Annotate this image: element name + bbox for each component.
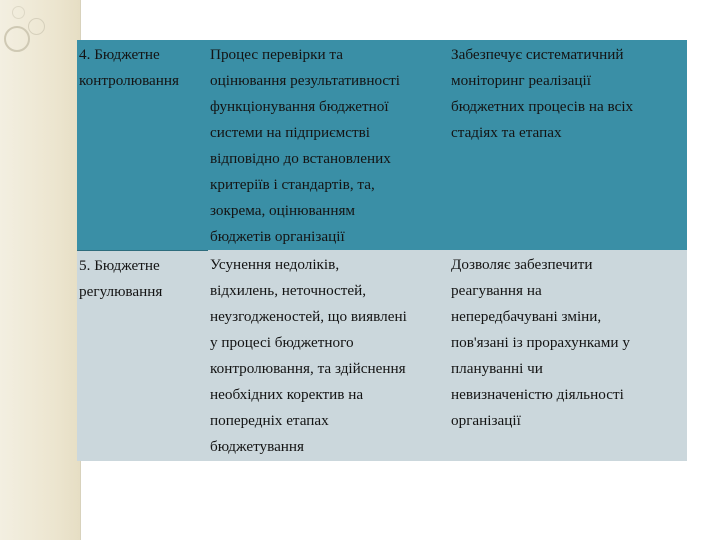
stage-line: регулювання (79, 282, 163, 300)
decorative-ring-icon (28, 18, 45, 35)
essence-line: критеріїв і стандартів, та, (210, 176, 375, 193)
essence-line: у процесі бюджетного (210, 334, 354, 351)
purpose-line: плануванні чи (451, 360, 543, 377)
essence-line: Усунення недоліків, (210, 256, 340, 273)
essence-line: оцінювання результативності (210, 72, 401, 89)
decorative-ring-icon (4, 26, 30, 52)
decorative-side-band (0, 0, 80, 540)
essence-line: попередніх етапах (210, 412, 329, 429)
purpose-line: невизначеністю діяльності (451, 386, 624, 403)
stage-line: 5. Бюджетне (79, 256, 160, 274)
essence-line: контролювання, та здійснення (210, 360, 406, 377)
table-row (77, 40, 687, 250)
essence-line: зокрема, оцінюванням (210, 202, 356, 219)
purpose-line: Дозволяє забезпечити (451, 256, 593, 273)
essence-line: відхилень, неточностей, (210, 282, 367, 299)
purpose-line: Забезпечує систематичний (451, 46, 624, 63)
purpose-line: непередбачувані зміни, (451, 308, 602, 325)
table-row (77, 250, 687, 461)
stage-cell (77, 250, 208, 461)
stage-line: контролювання (79, 72, 180, 89)
stage-cell (77, 40, 208, 250)
purpose-line: організації (451, 412, 521, 429)
budget-stages-table (77, 40, 687, 461)
essence-line: неузгодженостей, що виявлені (210, 308, 407, 325)
essence-cell (208, 40, 449, 250)
purpose-line: реагування на (451, 282, 542, 299)
essence-line: бюджетів організації (210, 228, 345, 245)
purpose-line: бюджетних процесів на всіх (451, 98, 634, 115)
purpose-line: стадіях та етапах (451, 124, 562, 141)
decorative-ring-icon (12, 6, 25, 19)
purpose-cell (449, 40, 687, 250)
essence-line: системи на підприємстві (210, 124, 371, 141)
purpose-line: пов'язані із прорахунками у (451, 334, 630, 351)
purpose-cell (449, 250, 687, 461)
essence-line: необхідних коректив на (210, 386, 364, 403)
essence-line: бюджетування (210, 438, 305, 455)
essence-line: відповідно до встановлених (210, 150, 391, 167)
essence-line: Процес перевірки та (210, 46, 343, 63)
essence-line: функціонування бюджетної (210, 98, 389, 115)
essence-cell (208, 250, 449, 461)
purpose-line: моніторинг реалізації (451, 72, 591, 89)
stage-line: 4. Бюджетне (79, 46, 160, 63)
